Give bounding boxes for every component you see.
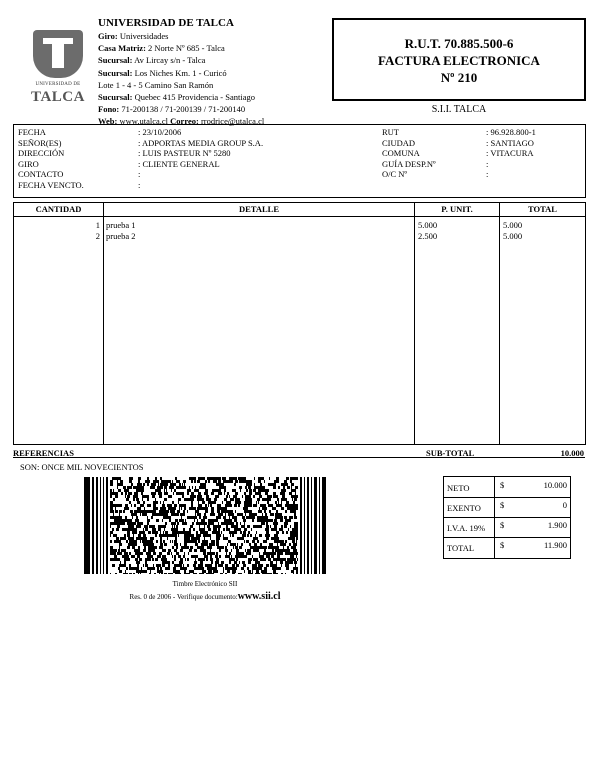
timbre-label: Timbre Electrónico SII xyxy=(172,580,238,588)
totals-row-iva xyxy=(444,517,570,538)
issuer-casa-matriz: Casa Matriz: 2 Norte Nº 685 - Talca xyxy=(98,43,225,54)
iva-label: I.V.A. 19% xyxy=(447,523,486,533)
fecha-label: FECHA xyxy=(18,127,46,137)
verification-note: Res. 0 de 2006 - Verifique documento:www.sii.cl xyxy=(129,591,281,602)
iva-value: 1.900 xyxy=(547,520,567,530)
document-id-box xyxy=(332,18,586,101)
issuer-giro: Giro: Universidades xyxy=(98,31,169,41)
total-value: 11.900 xyxy=(543,540,567,550)
comuna-value: : VITACURA xyxy=(486,148,534,158)
cell-cantidad: 1 xyxy=(95,220,100,230)
iva-currency: $ xyxy=(500,520,505,530)
document-rut: R.U.T. 70.885.500-6 xyxy=(404,36,514,51)
rut-label: RUT xyxy=(382,127,399,137)
guia-label: GUÍA DESP.Nº xyxy=(382,158,436,169)
university-logo xyxy=(30,30,86,106)
total-label: TOTAL xyxy=(447,543,475,553)
amount-in-words: SON: ONCE MIL NOVECIENTOS xyxy=(20,462,144,472)
oc-label: O/C Nº xyxy=(382,169,408,179)
oc-value: : xyxy=(486,169,489,179)
comuna-label: COMUNA xyxy=(382,148,420,158)
contacto-value: : xyxy=(138,169,141,179)
items-table xyxy=(13,202,586,445)
direccion-label: DIRECCIÓN xyxy=(18,148,65,158)
document-number: Nº 210 xyxy=(440,70,478,85)
ciudad-value: : SANTIAGO xyxy=(486,137,534,148)
totals-table xyxy=(443,476,571,559)
issuer-fono: Fono: 71-200138 / 71-200139 / 71-200140 xyxy=(98,104,246,115)
subtotal-value: 10.000 xyxy=(560,448,584,458)
cell-detalle: prueba 1 xyxy=(106,220,136,230)
document-type: FACTURA ELECTRONICA xyxy=(378,53,540,68)
column-divider xyxy=(414,203,415,444)
totals-row-neto xyxy=(444,477,570,498)
sii-web-link[interactable]: www.sii.cl xyxy=(237,591,281,602)
contacto-label: CONTACTO xyxy=(18,169,64,179)
cell-total: 5.000 xyxy=(503,220,523,230)
logo-text-bottom: TALCA xyxy=(31,89,85,105)
guia-value: : xyxy=(486,158,489,169)
issuer-sucursal-2: Sucursal: Los Niches Km. 1 - Curicó xyxy=(98,67,227,78)
shield-icon xyxy=(33,30,83,78)
cell-cantidad: 2 xyxy=(95,231,100,241)
issuer-lote: Lote 1 - 4 - 5 Camino San Ramón xyxy=(98,79,214,90)
cell-punit: 5.000 xyxy=(418,220,438,230)
issuer-web: Web: www.utalca.cl Correo: rrodrice@utalca.cl xyxy=(98,116,265,127)
referencias-label: REFERENCIAS xyxy=(13,448,74,458)
neto-value: 10.000 xyxy=(543,480,567,490)
client-info-box xyxy=(13,124,586,198)
vencto-value: : xyxy=(138,179,141,190)
neto-currency: $ xyxy=(500,480,505,490)
header-punit: P. UNIT. xyxy=(441,204,473,214)
issuer-name: UNIVERSIDAD DE TALCA xyxy=(98,17,234,29)
sii-office: S.I.I. TALCA xyxy=(431,104,487,115)
total-currency: $ xyxy=(500,540,505,550)
issuer-sucursal-1: Sucursal: Av Lircay s/n - Talca xyxy=(98,55,206,66)
exento-value: 0 xyxy=(562,500,567,510)
subtotal-label: SUB-TOTAL xyxy=(426,448,475,458)
logo-text-top: UNIVERSIDAD DE xyxy=(35,82,81,87)
direccion-value: : LUIS PASTEUR Nº 5280 xyxy=(138,148,231,158)
giro-value: : CLIENTE GENERAL xyxy=(138,158,220,169)
ciudad-label: CIUDAD xyxy=(382,137,416,148)
pdf417-barcode-icon xyxy=(84,477,326,574)
totals-row-exento xyxy=(444,497,570,518)
issuer-sucursal-3: Sucursal: Quebec 415 Providencia - Santiago xyxy=(98,92,255,103)
totals-row-total xyxy=(444,537,570,557)
column-divider xyxy=(499,203,500,444)
exento-label: EXENTO xyxy=(447,503,481,513)
cell-detalle: prueba 2 xyxy=(106,231,136,241)
exento-currency: $ xyxy=(500,500,505,510)
neto-label: NETO xyxy=(447,483,470,493)
giro-label: GIRO xyxy=(18,158,39,169)
cell-punit: 2.500 xyxy=(418,231,438,241)
issuer-info xyxy=(98,16,328,128)
header-total: TOTAL xyxy=(528,204,557,214)
senor-label: SEÑOR(ES) xyxy=(18,137,62,148)
fecha-value: : 23/10/2006 xyxy=(138,127,182,137)
column-divider xyxy=(103,203,104,444)
senor-value: : ADPORTAS MEDIA GROUP S.A. xyxy=(138,137,264,148)
cell-total: 5.000 xyxy=(503,231,523,241)
header-detalle: DETALLE xyxy=(239,204,279,214)
vencto-label: FECHA VENCTO. xyxy=(18,179,84,190)
header-cantidad: CANTIDAD xyxy=(35,204,82,214)
summary-divider xyxy=(13,457,585,458)
rut-value: : 96.928.800-1 xyxy=(486,127,536,137)
